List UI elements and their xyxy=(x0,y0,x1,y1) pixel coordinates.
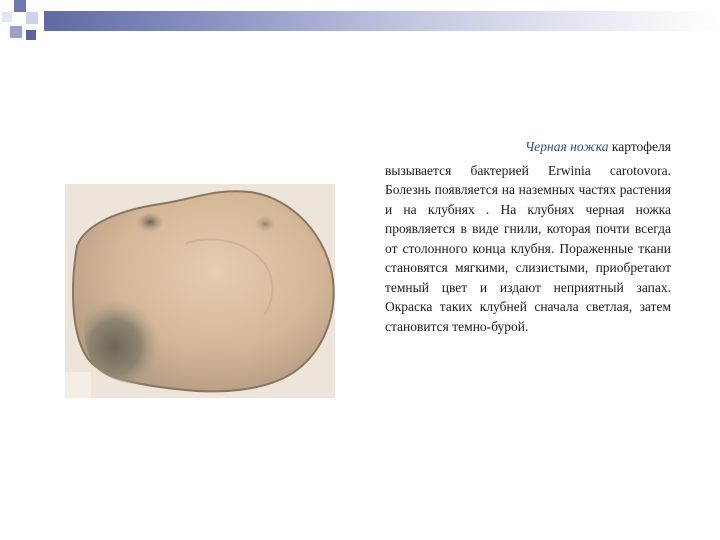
intro-line xyxy=(385,137,671,157)
corner-decoration-square xyxy=(14,0,26,12)
corner-decoration-square xyxy=(26,12,38,24)
description-text-block xyxy=(385,137,671,336)
corner-decoration-square xyxy=(26,30,36,40)
intro-rest: картофеля xyxy=(608,139,671,154)
disease-term: Черная ножка xyxy=(525,139,609,154)
potato-tuber-photo xyxy=(65,184,335,398)
potato-tuber-illustration xyxy=(65,184,335,398)
corner-decoration-square xyxy=(10,26,22,38)
description-body: вызывается бактерией Erwinia carotovora. Болезнь появляется на наземных частях растения и на клубнях . На клубнях черная ножка проявляется в виде гнили, которая почти всегда от столонного конца клубня. Пораженные ткани становятся мягкими, слизистыми, приобретают темный цвет и издают неприятный запах. Окраска таких клубней сначала светлая, затем становится темно-бурой. xyxy=(385,162,671,334)
header-decoration-bar xyxy=(44,11,720,31)
corner-decoration-square xyxy=(2,12,12,22)
